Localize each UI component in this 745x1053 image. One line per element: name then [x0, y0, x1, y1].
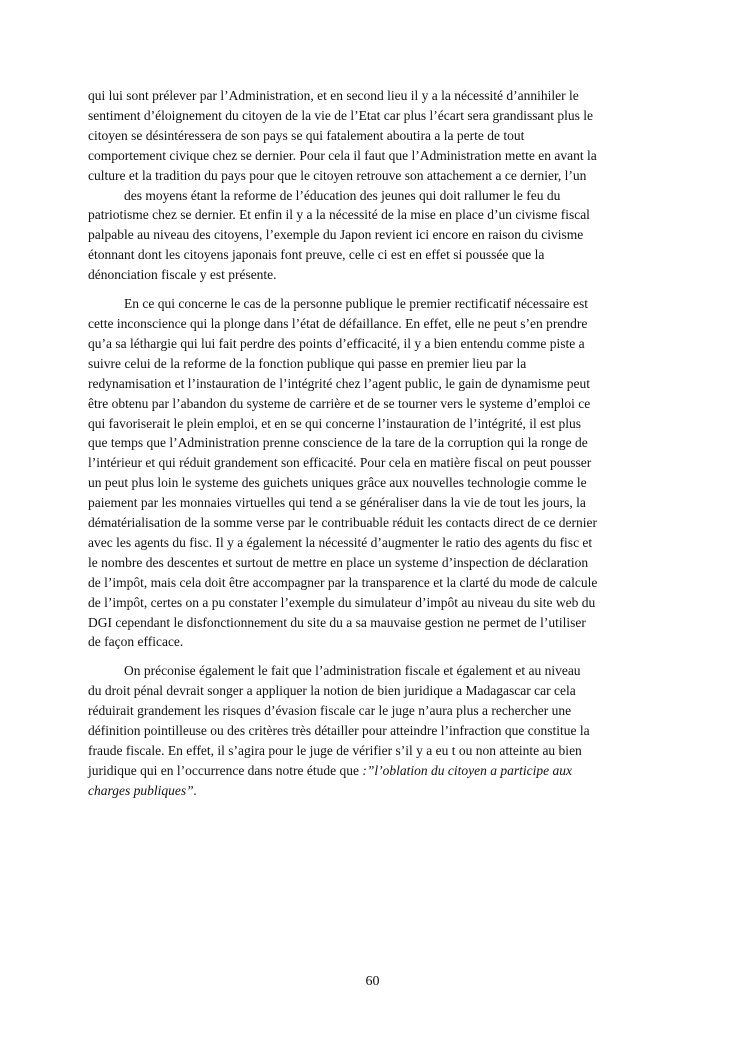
paragraph-2: [88, 294, 656, 652]
text-line: palpable au niveau des citoyens, l’exemple du Japon revient ici encore en raison du civisme: [88, 227, 584, 243]
text-line: dématérialisation de la somme verse par le contribuable réduit les contacts direct de ce dernier: [88, 515, 598, 531]
text-line: On préconise également le fait que l’administration fiscale et également et au niveau: [124, 663, 581, 679]
text-line: qui lui sont prélever par l’Administration, et en second lieu il y a la nécessité d’annihiler le: [88, 88, 579, 103]
text-line: un peut plus loin le systeme des guichets uniques grâce aux nouvelles technologie comme le: [88, 475, 587, 491]
text-line: définition pointilleuse ou des critères très détailler pour atteindre l’infraction que constitue la: [88, 723, 590, 739]
text-line: de l’impôt, certes on a pu constater l’exemple du simulateur d’impôt au niveau du site web du: [88, 594, 596, 610]
quoted-phrase-continuation: charges publiques”.: [88, 782, 197, 798]
text-line: qu’a sa léthargie qui lui fait perdre des points d’efficacité, il y a bien entendu comme piste a: [88, 335, 585, 351]
text-line: suivre celui de la reforme de la fonction publique qui passe en premier lieu par la: [88, 355, 527, 371]
text-line: des moyens étant la reforme de l’éducation des jeunes qui doit rallumer le feu du: [124, 187, 561, 203]
page-number: 60: [365, 974, 380, 989]
text-line: patriotisme chez se dernier. Et enfin il y a la nécessité de la mise en place d’un civisme fiscal: [88, 207, 590, 223]
text-line: avec les agents du fisc. Il y a également la nécessité d’augmenter le ratio des agents du fisc et: [88, 534, 593, 550]
text-line: [88, 761, 656, 781]
text-line: de l’impôt, mais cela doit être accompagner par la transparence et la clarté du mode de calcule: [88, 574, 598, 590]
text-line: l’intérieur et qui réduit grandement son efficacité. Pour cela en matière fiscal on peut pousser: [88, 455, 592, 471]
text-line: comportement civique chez se dernier. Pour cela il faut que l’Administration mette en avant la: [88, 147, 597, 163]
text-line: que temps que l’Administration prenne conscience de la tare de la corruption qui la ronge de: [88, 435, 588, 451]
text-line: de façon efficace.: [88, 634, 184, 650]
paragraph-3: [88, 661, 656, 800]
text-line: être obtenu par l’abandon du systeme de carrière et de se tourner vers le systeme d’emploi ce: [88, 395, 591, 411]
text-line-prefix: juridique qui en l’occurrence dans notre étude que: [88, 762, 363, 778]
text-line: du droit pénal devrait songer a appliquer la notion de bien juridique a Madagascar car cela: [88, 683, 576, 699]
text-line: fraude fiscale. En effet, il s’agira pour le juge de vérifier s’il y a eu t ou non atteinte au bien: [88, 743, 582, 758]
text-line: culture et la tradition du pays pour que le citoyen retrouve son attachement a ce dernier, l’un: [88, 167, 587, 183]
text-line: étonnant dont les citoyens japonais font preuve, celle ci est en effet si poussée que la: [88, 247, 545, 263]
text-line: cette inconscience qui la plonge dans l’état de défaillance. En effet, elle ne peut s’en prendre: [88, 315, 588, 331]
text-line: citoyen se désintéressera de son pays se qui fatalement aboutira a la perte de tout: [88, 127, 525, 143]
text-line: redynamisation et l’instauration de l’intégrité chez l’agent public, le gain de dynamisme peut: [88, 375, 590, 391]
text-line: sentiment d’éloignement du citoyen de la vie de l’Etat car plus l’écart sera grandissant plus le: [88, 107, 593, 123]
text-line: réduirait grandement les risques d’évasion fiscale car le juge n’aura plus a rechercher une: [88, 703, 572, 719]
paragraph-1: [88, 86, 656, 285]
text-line: qui favoriserait le plein emploi, et en se qui concerne l’instauration de l’intégrité, il est plus: [88, 415, 581, 431]
text-line: le nombre des descentes et surtout de mettre en place un systeme d’inspection de déclaration: [88, 554, 589, 570]
text-line: dénonciation fiscale y est présente.: [88, 267, 277, 283]
text-line: DGI cependant le disfonctionnement du site du a sa mauvaise gestion ne permet de l’utiliser: [88, 614, 586, 630]
text-line: paiement par les monnaies virtuelles qui tend a se généraliser dans la vie de tout les jours, la: [88, 495, 586, 511]
document-body: [88, 86, 656, 810]
text-line: En ce qui concerne le cas de la personne publique le premier rectificatif nécessaire est: [124, 296, 589, 312]
quoted-phrase: :”l’oblation du citoyen a participe aux: [362, 762, 572, 778]
